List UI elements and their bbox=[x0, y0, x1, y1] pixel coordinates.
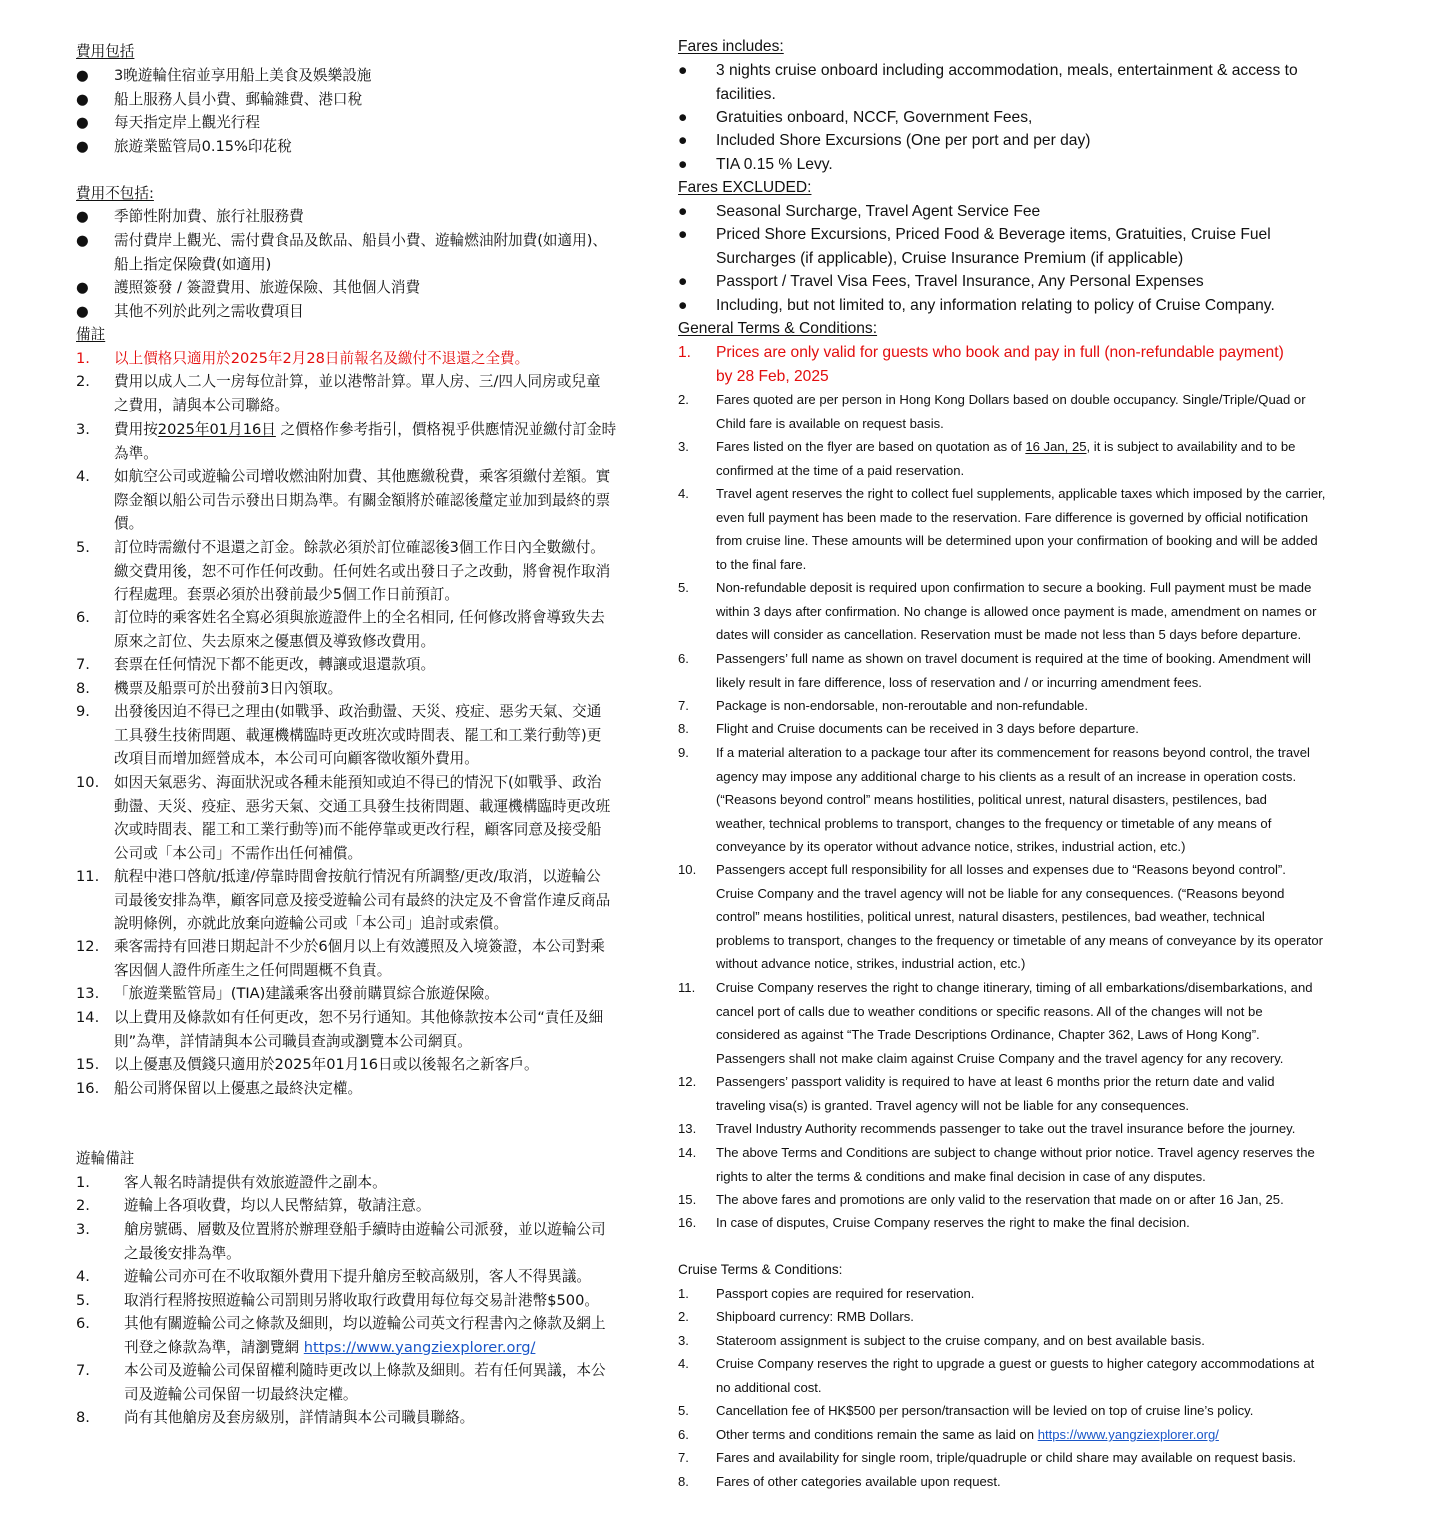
fees-excluded-heading: 費用不包括: bbox=[76, 185, 154, 202]
yangziexplorer-link[interactable]: https://www.yangziexplorer.org/ bbox=[1037, 1427, 1219, 1442]
cruise-remarks-heading: 遊輪備註 bbox=[76, 1150, 135, 1167]
fares-includes-heading: Fares includes: bbox=[678, 38, 784, 55]
fares-excluded-heading: Fares EXCLUDED: bbox=[678, 179, 812, 196]
general-terms-heading: General Terms & Conditions: bbox=[678, 320, 878, 337]
fees-included-heading: 費用包括 bbox=[76, 43, 135, 60]
remarks-heading: 備註 bbox=[76, 326, 106, 343]
yangziexplorer-link[interactable]: https://www.yangziexplorer.org/ bbox=[303, 1338, 536, 1356]
cruise-terms-heading: Cruise Terms & Conditions: bbox=[678, 1262, 843, 1277]
